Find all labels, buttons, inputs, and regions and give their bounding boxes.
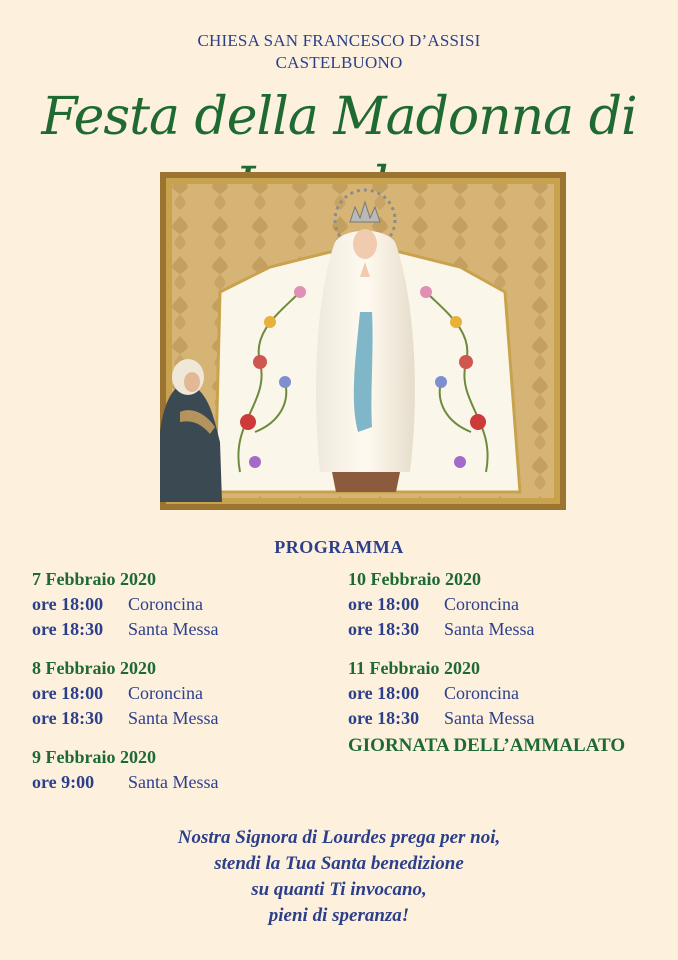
schedule-row (348, 706, 668, 731)
church-name: CHIESA SAN FRANCESCO D’ASSISI (197, 31, 481, 50)
church-header (0, 30, 678, 74)
schedule-time: ore 9:00 (32, 772, 95, 792)
schedule-event: Coroncina (444, 594, 519, 614)
prayer-line: stendi la Tua Santa benedizione (214, 853, 464, 874)
schedule-time: ore 18:30 (32, 619, 104, 639)
schedule-event: Santa Messa (444, 708, 535, 728)
program-heading: PROGRAMMA (274, 537, 404, 557)
day-date: 11 Febbraio 2020 (348, 658, 481, 678)
program-left-column (32, 567, 332, 809)
schedule-event: Coroncina (128, 683, 203, 703)
schedule-row (348, 592, 668, 617)
schedule-row (348, 681, 668, 706)
day-date: 7 Febbraio 2020 (32, 569, 156, 589)
program-day (32, 745, 332, 795)
schedule-event: Santa Messa (128, 772, 219, 792)
prayer-line: su quanti Ti invocano, (251, 879, 427, 900)
program-day (32, 567, 332, 642)
schedule-row (32, 681, 332, 706)
schedule-event: Santa Messa (128, 708, 219, 728)
schedule-time: ore 18:30 (32, 708, 104, 728)
schedule-time: ore 18:00 (348, 594, 420, 614)
schedule-time: ore 18:00 (348, 683, 420, 703)
schedule-time: ore 18:00 (32, 683, 104, 703)
town-name: CASTELBUONO (275, 53, 403, 72)
schedule-time: ore 18:30 (348, 619, 420, 639)
schedule-row (348, 617, 668, 642)
schedule-row (32, 770, 332, 795)
day-date: 9 Febbraio 2020 (32, 747, 156, 767)
program-day (32, 656, 332, 731)
prayer-text (0, 825, 678, 929)
day-date: 8 Febbraio 2020 (32, 658, 156, 678)
schedule-event: Santa Messa (128, 619, 219, 639)
program-day (348, 567, 668, 642)
schedule-time: ore 18:00 (32, 594, 104, 614)
day-date: 10 Febbraio 2020 (348, 569, 481, 589)
schedule-row (32, 592, 332, 617)
special-note: GIORNATA DELL’AMMALATO (348, 735, 626, 756)
schedule-event: Santa Messa (444, 619, 535, 639)
schedule-event: Coroncina (128, 594, 203, 614)
prayer-line: pieni di speranza! (268, 905, 410, 926)
prayer-line: Nostra Signora di Lourdes prega per noi, (177, 827, 501, 848)
schedule-event: Coroncina (444, 683, 519, 703)
schedule-row (32, 706, 332, 731)
schedule-time: ore 18:30 (348, 708, 420, 728)
program-right-column (348, 567, 668, 758)
schedule-row (32, 617, 332, 642)
program-day (348, 656, 668, 731)
page-title: Festa della Madonna di (41, 87, 637, 147)
madonna-statue-image (160, 172, 566, 510)
